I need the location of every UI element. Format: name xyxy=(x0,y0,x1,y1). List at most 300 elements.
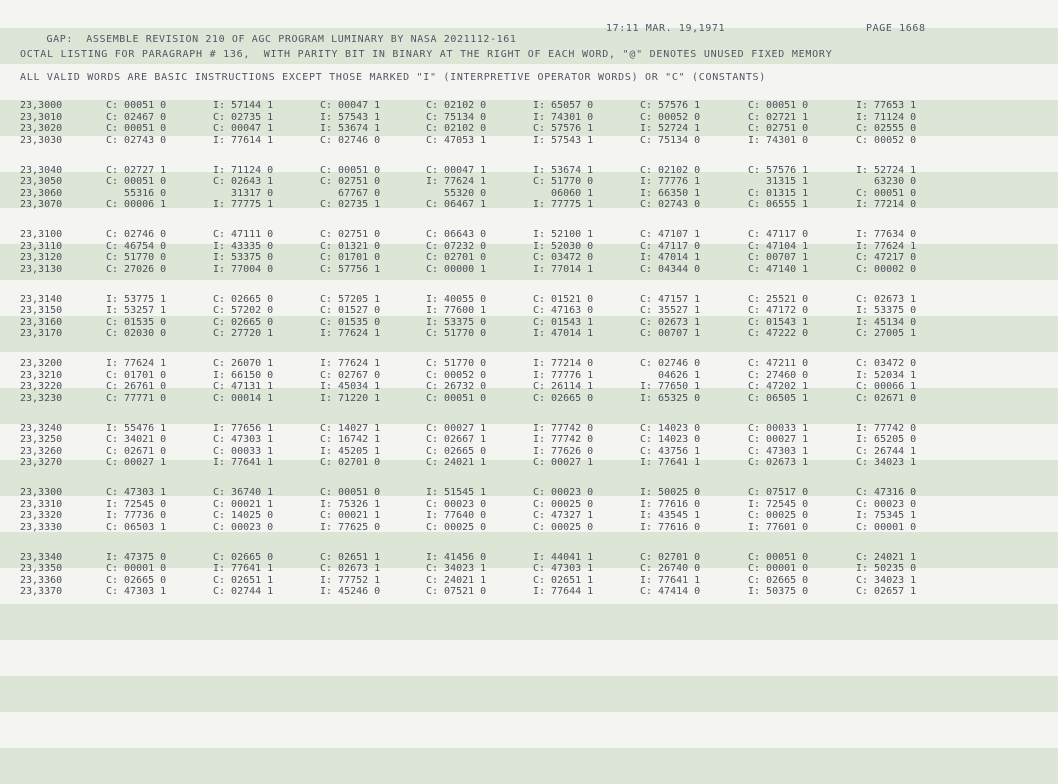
octal-word: C: 47172 0 xyxy=(748,305,809,316)
octal-word: C: 02743 0 xyxy=(640,199,701,210)
listing-row xyxy=(0,552,1058,563)
octal-word: C: 34023 1 xyxy=(856,574,917,586)
octal-word: C: 07517 0 xyxy=(748,487,809,498)
octal-word: I: 77776 1 xyxy=(533,369,594,381)
octal-word: I: 77640 0 xyxy=(426,510,487,521)
octal-word: I: 52030 0 xyxy=(533,240,594,252)
octal-word: C: 00025 0 xyxy=(533,498,594,510)
octal-word: I: 77624 1 xyxy=(320,328,381,339)
octal-word: C: 47131 1 xyxy=(213,381,274,392)
octal-word: C: 57576 1 xyxy=(748,164,809,176)
octal-word: C: 06467 1 xyxy=(426,199,487,210)
octal-word: C: 02102 0 xyxy=(426,100,487,111)
octal-word: 06060 1 xyxy=(533,187,594,199)
octal-word: C: 02751 0 xyxy=(748,123,809,134)
octal-word: I: 75345 1 xyxy=(856,510,917,521)
octal-word: I: 51545 1 xyxy=(426,487,487,498)
octal-word: C: 00027 1 xyxy=(106,457,167,468)
header-line-3: ALL VALID WORDS ARE BASIC INSTRUCTIONS EXCEPT THOSE MARKED "I" (INTERPRETIVE OPERATOR WORDS) OR "C" (CONSTANTS) xyxy=(20,72,766,83)
octal-word: 31317 0 xyxy=(213,187,274,199)
octal-word: I: 47014 1 xyxy=(640,252,701,263)
listing-row xyxy=(0,241,1058,252)
octal-word: C: 00023 0 xyxy=(426,498,487,510)
listing-row xyxy=(0,100,1058,111)
octal-word: C: 24021 1 xyxy=(856,551,917,563)
octal-word: C: 02467 0 xyxy=(106,111,167,123)
listing-row xyxy=(0,370,1058,381)
octal-word: C: 06555 1 xyxy=(748,199,809,210)
octal-word: I: 74301 0 xyxy=(533,111,594,123)
octal-word: C: 07521 0 xyxy=(426,586,487,597)
octal-word: C: 00066 1 xyxy=(856,381,917,392)
octal-word: I: 53674 1 xyxy=(533,164,594,176)
octal-word: C: 02746 0 xyxy=(640,358,701,369)
listing-row xyxy=(0,487,1058,498)
octal-word: C: 01543 1 xyxy=(533,316,594,328)
listing-row xyxy=(0,393,1058,404)
octal-word: C: 01315 1 xyxy=(748,187,809,199)
octal-word: I: 45134 0 xyxy=(856,316,917,328)
octal-word: 67767 0 xyxy=(320,187,381,199)
octal-word: C: 00001 0 xyxy=(856,521,917,533)
octal-word: I: 50025 0 xyxy=(640,487,701,498)
row-address: 23,3320 xyxy=(20,510,63,521)
octal-word: I: 72545 0 xyxy=(106,498,167,510)
row-address: 23,3060 xyxy=(20,187,63,199)
octal-word: I: 57543 1 xyxy=(320,111,381,123)
octal-word: I: 77624 1 xyxy=(320,358,381,369)
octal-word: C: 07232 0 xyxy=(426,240,487,252)
octal-word: I: 77656 1 xyxy=(213,422,274,434)
octal-word: I: 53674 1 xyxy=(320,123,381,134)
octal-word: C: 36740 1 xyxy=(213,487,274,498)
octal-word: I: 45034 1 xyxy=(320,381,381,392)
octal-word: C: 00023 0 xyxy=(856,498,917,510)
octal-word: C: 47111 0 xyxy=(213,229,274,240)
octal-word: C: 02735 1 xyxy=(213,111,274,123)
octal-word: I: 77601 0 xyxy=(748,521,809,533)
octal-word: C: 14023 0 xyxy=(640,434,701,445)
row-address: 23,3100 xyxy=(20,229,63,240)
octal-word: 31315 1 xyxy=(748,176,809,187)
listing-row xyxy=(0,199,1058,210)
octal-word: C: 02673 1 xyxy=(856,293,917,305)
octal-word: C: 00027 1 xyxy=(748,434,809,445)
row-address: 23,3000 xyxy=(20,100,63,111)
octal-word: C: 34023 1 xyxy=(856,457,917,468)
octal-word: C: 25521 0 xyxy=(748,293,809,305)
octal-word: C: 06503 1 xyxy=(106,521,167,533)
octal-word: C: 47303 1 xyxy=(533,563,594,574)
octal-word: C: 01527 0 xyxy=(320,305,381,316)
octal-word: C: 01321 0 xyxy=(320,240,381,252)
octal-word: I: 45205 1 xyxy=(320,445,381,457)
octal-word: C: 02746 0 xyxy=(320,134,381,146)
header-page: PAGE 1668 xyxy=(866,23,926,34)
octal-word: C: 34023 1 xyxy=(426,563,487,574)
octal-word: C: 00006 1 xyxy=(106,199,167,210)
octal-word: C: 51770 0 xyxy=(106,252,167,263)
octal-word: I: 77742 0 xyxy=(533,434,594,445)
octal-word: C: 02735 1 xyxy=(320,199,381,210)
octal-word: C: 26761 0 xyxy=(106,381,167,392)
octal-word: C: 00052 0 xyxy=(640,111,701,123)
row-address: 23,3240 xyxy=(20,422,63,434)
octal-word: I: 77736 0 xyxy=(106,510,167,521)
octal-word: C: 47117 0 xyxy=(640,240,701,252)
row-address: 23,3110 xyxy=(20,240,63,252)
row-address: 23,3120 xyxy=(20,252,63,263)
octal-word: C: 14027 1 xyxy=(320,422,381,434)
row-address: 23,3010 xyxy=(20,111,63,123)
octal-word: C: 00047 1 xyxy=(426,164,487,176)
row-address: 23,3370 xyxy=(20,586,63,597)
octal-word: I: 77775 1 xyxy=(533,199,594,210)
octal-word: C: 02727 1 xyxy=(106,164,167,176)
octal-word: C: 02665 0 xyxy=(426,445,487,457)
listing-row xyxy=(0,264,1058,275)
row-address: 23,3350 xyxy=(20,563,63,574)
octal-word: C: 00051 0 xyxy=(856,187,917,199)
octal-word: C: 00707 1 xyxy=(748,252,809,263)
listing-row xyxy=(0,294,1058,305)
listing-row xyxy=(0,446,1058,457)
octal-word: I: 77214 0 xyxy=(533,358,594,369)
octal-word: C: 02102 0 xyxy=(640,164,701,176)
octal-word: C: 00000 1 xyxy=(426,263,487,275)
octal-word: I: 52724 1 xyxy=(640,123,701,134)
octal-word: C: 02673 1 xyxy=(748,457,809,468)
listing-row xyxy=(0,252,1058,263)
octal-word: C: 57756 1 xyxy=(320,263,381,275)
octal-word: C: 16742 1 xyxy=(320,434,381,445)
octal-word: C: 00025 0 xyxy=(533,521,594,533)
octal-word: I: 55476 1 xyxy=(106,422,167,434)
octal-word: I: 77014 1 xyxy=(533,263,594,275)
listing-row xyxy=(0,123,1058,134)
listing-row xyxy=(0,328,1058,339)
octal-word: C: 47414 0 xyxy=(640,586,701,597)
octal-word: I: 50235 0 xyxy=(856,563,917,574)
octal-word: C: 02651 1 xyxy=(320,551,381,563)
octal-word: C: 02643 1 xyxy=(213,176,274,187)
listing-row xyxy=(0,423,1058,434)
octal-word: C: 57205 1 xyxy=(320,293,381,305)
octal-word: C: 26732 0 xyxy=(426,381,487,392)
octal-word: C: 02030 0 xyxy=(106,328,167,339)
octal-word: C: 47222 0 xyxy=(748,328,809,339)
octal-word: C: 02673 1 xyxy=(320,563,381,574)
octal-word: C: 01535 0 xyxy=(106,316,167,328)
octal-word: C: 27460 0 xyxy=(748,369,809,381)
listing-row xyxy=(0,563,1058,574)
octal-word: C: 00027 1 xyxy=(533,457,594,468)
octal-word: I: 77650 1 xyxy=(640,381,701,392)
octal-word: C: 43756 1 xyxy=(640,445,701,457)
octal-word: C: 04344 0 xyxy=(640,263,701,275)
listing-row xyxy=(0,358,1058,369)
octal-word: C: 27026 0 xyxy=(106,263,167,275)
octal-word: I: 77752 1 xyxy=(320,574,381,586)
octal-word: C: 75134 0 xyxy=(640,134,701,146)
octal-word: C: 00021 1 xyxy=(213,498,274,510)
octal-word: C: 00023 0 xyxy=(213,521,274,533)
octal-word: C: 47217 0 xyxy=(856,252,917,263)
octal-word: I: 77641 1 xyxy=(213,457,274,468)
octal-word: C: 01521 0 xyxy=(533,293,594,305)
octal-word: C: 00051 0 xyxy=(320,487,381,498)
octal-word: C: 00021 1 xyxy=(320,510,381,521)
octal-word: C: 24021 1 xyxy=(426,574,487,586)
octal-word: C: 47140 1 xyxy=(748,263,809,275)
octal-word: I: 40055 0 xyxy=(426,293,487,305)
octal-word: C: 00002 0 xyxy=(856,263,917,275)
octal-word: I: 77653 1 xyxy=(856,100,917,111)
octal-word: C: 00025 0 xyxy=(426,521,487,533)
octal-word: C: 00033 1 xyxy=(213,445,274,457)
octal-word: I: 53375 0 xyxy=(213,252,274,263)
octal-word: C: 00051 0 xyxy=(748,100,809,111)
row-address: 23,3360 xyxy=(20,574,63,586)
octal-word: I: 47014 1 xyxy=(533,328,594,339)
octal-word: I: 77624 1 xyxy=(106,358,167,369)
octal-word: C: 47157 1 xyxy=(640,293,701,305)
octal-word: I: 52100 1 xyxy=(533,229,594,240)
octal-word: C: 00051 0 xyxy=(106,176,167,187)
octal-word: I: 77626 0 xyxy=(533,445,594,457)
octal-word: C: 00027 1 xyxy=(426,422,487,434)
octal-word: C: 47104 1 xyxy=(748,240,809,252)
octal-word: I: 77742 0 xyxy=(533,422,594,434)
octal-word: I: 75326 1 xyxy=(320,498,381,510)
octal-word: C: 27005 1 xyxy=(856,328,917,339)
octal-word: C: 00052 0 xyxy=(856,134,917,146)
header-title: GAP: ASSEMBLE REVISION 210 OF AGC PROGRAM LUMINARY BY NASA 2021112-161 xyxy=(46,34,517,45)
octal-word: C: 00052 0 xyxy=(426,369,487,381)
octal-word: C: 03472 0 xyxy=(533,252,594,263)
row-address: 23,3070 xyxy=(20,199,63,210)
listing-row xyxy=(0,165,1058,176)
octal-word: C: 26070 1 xyxy=(213,358,274,369)
octal-word: C: 00023 0 xyxy=(533,487,594,498)
octal-word: C: 57576 1 xyxy=(533,123,594,134)
octal-word: C: 02746 0 xyxy=(106,229,167,240)
octal-word: C: 02651 1 xyxy=(213,574,274,586)
octal-word: C: 02673 1 xyxy=(640,316,701,328)
row-address: 23,3130 xyxy=(20,263,63,275)
row-address: 23,3050 xyxy=(20,176,63,187)
listing-row xyxy=(0,499,1058,510)
octal-word: C: 51770 0 xyxy=(426,358,487,369)
octal-word: I: 50375 0 xyxy=(748,586,809,597)
octal-word: C: 00033 1 xyxy=(748,422,809,434)
row-address: 23,3270 xyxy=(20,457,63,468)
octal-word: C: 47303 1 xyxy=(106,586,167,597)
octal-word: C: 02744 1 xyxy=(213,586,274,597)
octal-word: I: 57144 1 xyxy=(213,100,274,111)
octal-word: C: 47303 1 xyxy=(106,487,167,498)
octal-word: I: 77600 1 xyxy=(426,305,487,316)
octal-word: I: 47375 0 xyxy=(106,551,167,563)
octal-word: C: 02665 0 xyxy=(748,574,809,586)
octal-word: I: 71220 1 xyxy=(320,392,381,404)
octal-word: C: 51770 0 xyxy=(533,176,594,187)
octal-word: C: 02721 1 xyxy=(748,111,809,123)
listing-row xyxy=(0,434,1058,445)
octal-word: I: 65057 0 xyxy=(533,100,594,111)
listing-row xyxy=(0,457,1058,468)
octal-word: I: 77742 0 xyxy=(856,422,917,434)
octal-word: C: 47202 1 xyxy=(748,381,809,392)
octal-word: C: 00051 0 xyxy=(426,392,487,404)
octal-word: C: 00051 0 xyxy=(320,164,381,176)
octal-word: I: 71124 0 xyxy=(213,164,274,176)
octal-word: I: 77214 0 xyxy=(856,199,917,210)
row-address: 23,3230 xyxy=(20,392,63,404)
octal-word: C: 06643 0 xyxy=(426,229,487,240)
octal-word: I: 77616 0 xyxy=(640,498,701,510)
octal-word: C: 02667 1 xyxy=(426,434,487,445)
octal-word: 04626 1 xyxy=(640,369,701,381)
octal-word: I: 77625 0 xyxy=(320,521,381,533)
row-address: 23,3030 xyxy=(20,134,63,146)
octal-word: C: 01701 0 xyxy=(320,252,381,263)
octal-word: C: 02751 0 xyxy=(320,229,381,240)
octal-word: C: 02665 0 xyxy=(533,392,594,404)
listing-row xyxy=(0,510,1058,521)
octal-word: I: 77776 1 xyxy=(640,176,701,187)
octal-word: I: 41456 0 xyxy=(426,551,487,563)
octal-word: I: 52724 1 xyxy=(856,164,917,176)
octal-word: I: 77775 1 xyxy=(213,199,274,210)
octal-word: I: 77616 0 xyxy=(640,521,701,533)
octal-word: C: 00051 0 xyxy=(106,123,167,134)
octal-word: I: 77614 1 xyxy=(213,134,274,146)
listing-row xyxy=(0,317,1058,328)
octal-word: C: 57202 0 xyxy=(213,305,274,316)
octal-word: 55320 0 xyxy=(426,187,487,199)
octal-word: C: 02751 0 xyxy=(320,176,381,187)
octal-word: C: 02665 0 xyxy=(213,293,274,305)
octal-word: I: 77644 1 xyxy=(533,586,594,597)
octal-word: C: 47327 1 xyxy=(533,510,594,521)
octal-word: C: 75134 0 xyxy=(426,111,487,123)
row-address: 23,3330 xyxy=(20,521,63,533)
octal-word: C: 46754 0 xyxy=(106,240,167,252)
octal-word: C: 24021 1 xyxy=(426,457,487,468)
octal-word: I: 43545 1 xyxy=(640,510,701,521)
row-address: 23,3300 xyxy=(20,487,63,498)
header-time: 17:11 MAR. 19,1971 xyxy=(606,23,726,34)
octal-word: C: 77771 0 xyxy=(106,392,167,404)
octal-word: C: 06505 1 xyxy=(748,392,809,404)
listing-row xyxy=(0,586,1058,597)
header-line-2: OCTAL LISTING FOR PARAGRAPH # 136, WITH PARITY BIT IN BINARY AT THE RIGHT OF EACH WORD, "@" DENOTES UNUSED FIXED MEMORY xyxy=(20,49,833,60)
octal-word: I: 57543 1 xyxy=(533,134,594,146)
octal-word: C: 02665 0 xyxy=(106,574,167,586)
octal-word: I: 71124 0 xyxy=(856,111,917,123)
octal-word: I: 52034 1 xyxy=(856,369,917,381)
row-address: 23,3260 xyxy=(20,445,63,457)
octal-word: C: 02671 0 xyxy=(856,392,917,404)
row-address: 23,3160 xyxy=(20,316,63,328)
row-address: 23,3170 xyxy=(20,328,63,339)
row-address: 23,3020 xyxy=(20,123,63,134)
octal-word: C: 34021 0 xyxy=(106,434,167,445)
octal-word: C: 02671 0 xyxy=(106,445,167,457)
octal-word: C: 47107 1 xyxy=(640,229,701,240)
octal-word: C: 01701 0 xyxy=(106,369,167,381)
octal-word: C: 02651 1 xyxy=(533,574,594,586)
listing-row xyxy=(0,305,1058,316)
listing-row xyxy=(0,522,1058,533)
octal-word: C: 26740 0 xyxy=(640,563,701,574)
octal-word: I: 77624 1 xyxy=(856,240,917,252)
row-address: 23,3040 xyxy=(20,164,63,176)
octal-word: C: 02701 0 xyxy=(640,551,701,563)
octal-word: I: 74301 0 xyxy=(748,134,809,146)
listing-row xyxy=(0,188,1058,199)
octal-word: C: 02701 0 xyxy=(320,457,381,468)
octal-word: C: 02102 0 xyxy=(426,123,487,134)
octal-word: C: 26744 1 xyxy=(856,445,917,457)
row-address: 23,3140 xyxy=(20,293,63,305)
listing-row xyxy=(0,135,1058,146)
octal-word: C: 47163 0 xyxy=(533,305,594,316)
octal-word: C: 47211 0 xyxy=(748,358,809,369)
octal-word: I: 66350 1 xyxy=(640,187,701,199)
octal-word: C: 27720 1 xyxy=(213,328,274,339)
octal-word: C: 00001 0 xyxy=(748,563,809,574)
octal-word: C: 47316 0 xyxy=(856,487,917,498)
octal-word: I: 65205 0 xyxy=(856,434,917,445)
octal-word: I: 77634 0 xyxy=(856,229,917,240)
octal-word: C: 01543 1 xyxy=(748,316,809,328)
octal-word: C: 14025 0 xyxy=(213,510,274,521)
octal-word: C: 26114 1 xyxy=(533,381,594,392)
octal-word: C: 57576 1 xyxy=(640,100,701,111)
octal-word: I: 44041 1 xyxy=(533,551,594,563)
row-address: 23,3310 xyxy=(20,498,63,510)
octal-word: I: 53375 0 xyxy=(856,305,917,316)
octal-word: C: 02743 0 xyxy=(106,134,167,146)
octal-word: C: 14023 0 xyxy=(640,422,701,434)
octal-word: C: 00047 1 xyxy=(213,123,274,134)
octal-word: I: 45246 0 xyxy=(320,586,381,597)
octal-word: I: 53375 0 xyxy=(426,316,487,328)
octal-word: C: 00051 0 xyxy=(748,551,809,563)
octal-word: C: 02701 0 xyxy=(426,252,487,263)
octal-word: C: 00014 1 xyxy=(213,392,274,404)
octal-word: I: 65325 0 xyxy=(640,392,701,404)
octal-word: 63230 0 xyxy=(856,176,917,187)
octal-word: I: 77641 1 xyxy=(213,563,274,574)
octal-word: C: 47053 1 xyxy=(426,134,487,146)
octal-word: I: 77641 1 xyxy=(640,574,701,586)
octal-word: C: 47117 0 xyxy=(748,229,809,240)
octal-word: I: 77624 1 xyxy=(426,176,487,187)
listing-row xyxy=(0,176,1058,187)
octal-word: C: 02665 0 xyxy=(213,316,274,328)
octal-word: I: 53257 1 xyxy=(106,305,167,316)
octal-word: I: 66150 0 xyxy=(213,369,274,381)
listing-row xyxy=(0,575,1058,586)
row-address: 23,3210 xyxy=(20,369,63,381)
octal-word: C: 00707 1 xyxy=(640,328,701,339)
octal-word: C: 01535 0 xyxy=(320,316,381,328)
octal-word: I: 43335 0 xyxy=(213,240,274,252)
octal-word: C: 03472 0 xyxy=(856,358,917,369)
